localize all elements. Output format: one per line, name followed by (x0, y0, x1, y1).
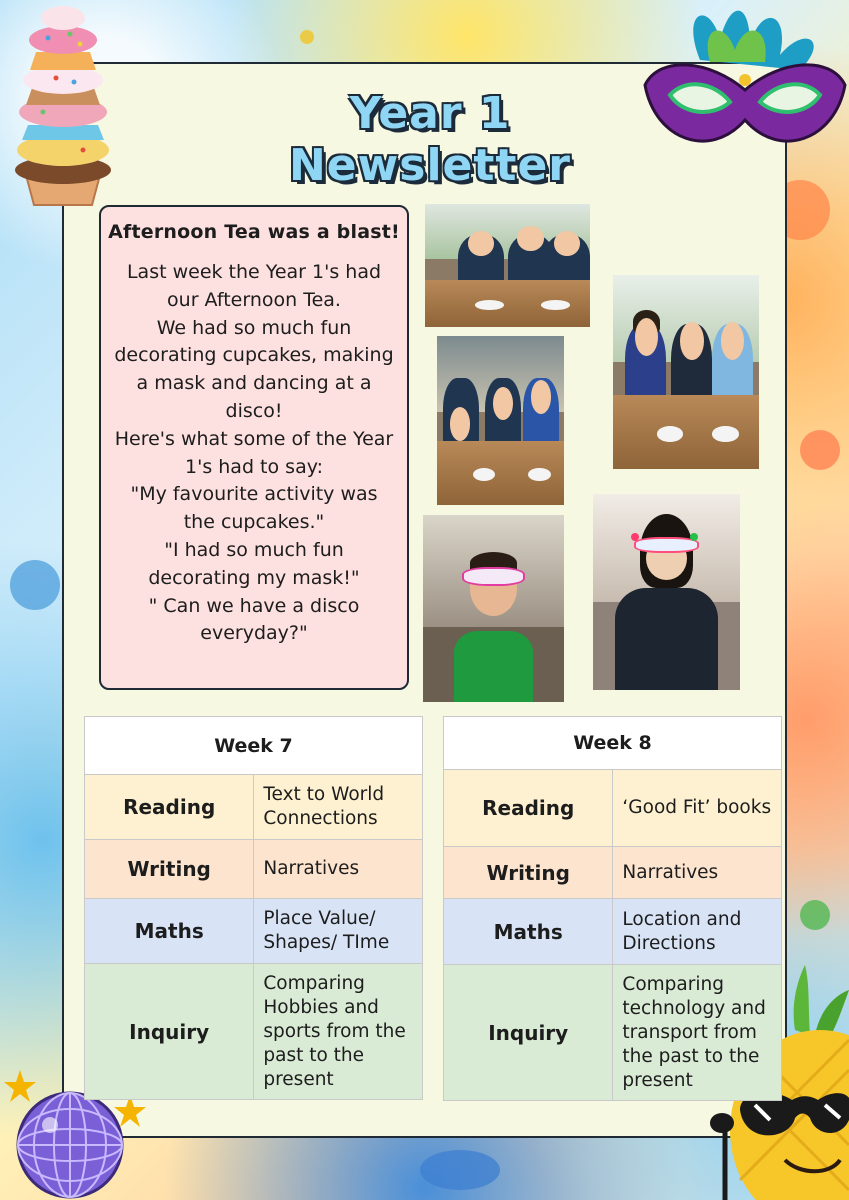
story-line: " Can we have a disco (148, 594, 360, 617)
photo-boy-mask (423, 515, 564, 702)
table-row (444, 899, 782, 965)
topic-cell: ‘Good Fit’ books (613, 770, 782, 847)
story-line: decorating my mask!" (148, 566, 360, 589)
week7-table (84, 716, 423, 1100)
story-line: 1's had to say: (185, 455, 323, 478)
table-row (444, 965, 782, 1101)
topic-cell: Comparing Hobbies and sports from the past to the present (254, 964, 423, 1100)
subject-cell: Writing (85, 840, 254, 899)
topic-cell: Text to World Connections (254, 775, 423, 840)
subject-cell: Reading (444, 770, 613, 847)
topic-cell: Comparing technology and transport from the past to the present (613, 965, 782, 1101)
topic-cell: Location and Directions (613, 899, 782, 965)
paint-splat (420, 1150, 500, 1190)
paint-splat (10, 560, 60, 610)
story-box (99, 205, 409, 690)
photo-girl-mask (593, 494, 740, 690)
table-row (85, 840, 423, 899)
week8-header: Week 8 (444, 717, 782, 770)
story-line: Here's what some of the Year (114, 427, 394, 450)
story-heading: Afternoon Tea was a blast! (108, 221, 400, 243)
subject-cell: Reading (85, 775, 254, 840)
paint-splat (300, 30, 314, 44)
story-line: disco! (225, 399, 283, 422)
story-line: "I had so much fun (164, 538, 344, 561)
week7-header: Week 7 (85, 717, 423, 775)
subject-cell: Writing (444, 847, 613, 899)
week8-table (443, 716, 782, 1101)
paint-splat (800, 900, 830, 930)
paint-splat (800, 430, 840, 470)
story-body (107, 259, 401, 648)
photo-classroom-table (437, 336, 564, 505)
subject-cell: Inquiry (444, 965, 613, 1101)
table-row (444, 770, 782, 847)
table-row (444, 847, 782, 899)
title-line-1: Year 1 (349, 88, 511, 139)
story-line: "My favourite activity was (130, 483, 378, 506)
photo-cupcake-decorating-boys (425, 204, 590, 327)
subject-cell: Maths (85, 899, 254, 964)
page-title (240, 88, 620, 192)
photo-cupcake-decorating-girls (613, 275, 759, 469)
cupcake-stack-icon (8, 0, 118, 210)
story-line: decorating cupcakes, making (114, 344, 394, 367)
subject-cell: Maths (444, 899, 613, 965)
story-line: the cupcakes." (183, 511, 325, 534)
story-line: a mask and dancing at a (136, 372, 372, 395)
table-row (85, 899, 423, 964)
masquerade-mask-icon (640, 0, 849, 165)
table-row (85, 775, 423, 840)
title-line-2: Newsletter (288, 140, 572, 191)
story-line: We had so much fun (156, 316, 352, 339)
story-line: everyday?" (200, 622, 308, 645)
subject-cell: Inquiry (85, 964, 254, 1100)
topic-cell: Narratives (254, 840, 423, 899)
table-row (85, 964, 423, 1100)
story-line: Last week the Year 1's had (126, 261, 382, 283)
story-line: our Afternoon Tea. (167, 288, 341, 311)
topic-cell: Narratives (613, 847, 782, 899)
topic-cell: Place Value/ Shapes/ TIme (254, 899, 423, 964)
